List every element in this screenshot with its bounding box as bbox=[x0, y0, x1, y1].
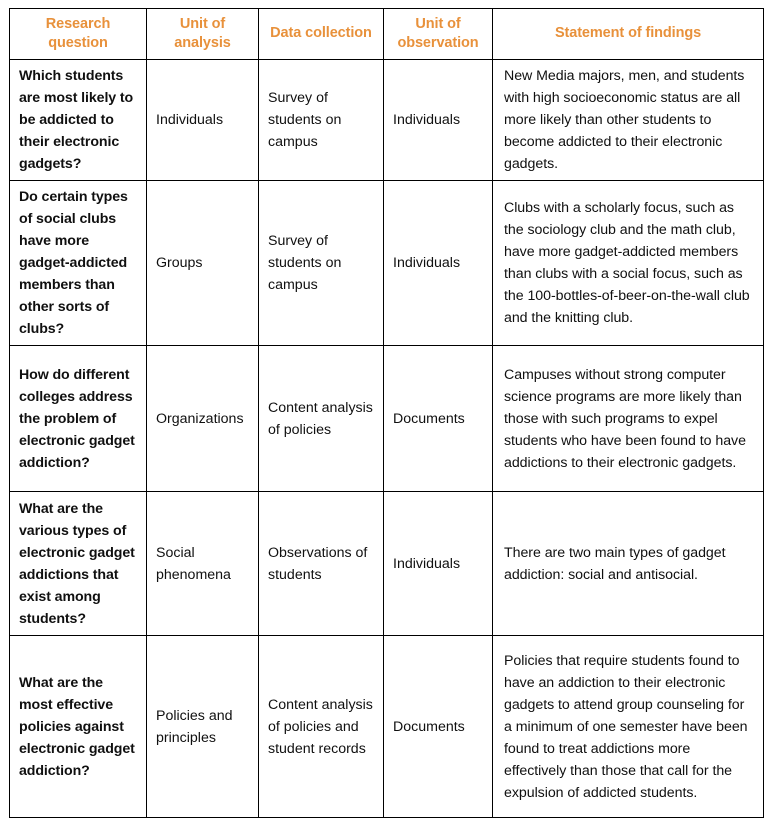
cell-statement-of-findings bbox=[493, 636, 764, 818]
table-row bbox=[10, 60, 764, 181]
cell-unit-of-observation bbox=[384, 60, 493, 181]
cell-text: How do different colleges address the problem of electronic gadget addiction? bbox=[19, 366, 135, 471]
cell-unit-of-observation bbox=[384, 636, 493, 818]
cell-text: New Media majors, men, and students with high socioeconomic status are all more likely than other students to become addicted to their electronic gadgets. bbox=[504, 68, 745, 172]
column-header-label: Unit of observation bbox=[397, 15, 479, 51]
cell-statement-of-findings bbox=[493, 181, 764, 346]
cell-text: Observations of students bbox=[268, 544, 368, 583]
table-header bbox=[10, 9, 764, 60]
cell-statement-of-findings bbox=[493, 346, 764, 492]
cell-unit-of-analysis bbox=[147, 346, 259, 492]
cell-text: There are two main types of gadget addiction: social and antisocial. bbox=[504, 544, 726, 583]
cell-statement-of-findings bbox=[493, 492, 764, 636]
cell-text: What are the various types of electronic gadget addictions that exist among students? bbox=[19, 500, 135, 627]
cell-text: Campuses without strong computer science programs are more likely than those with such programs to expel students who have been found to have addictions to their electronic gadgets. bbox=[504, 366, 746, 471]
cell-text: Which students are most likely to be addicted to their electronic gadgets? bbox=[19, 68, 134, 172]
cell-text: Individuals bbox=[393, 255, 461, 271]
cell-text: Groups bbox=[156, 255, 203, 271]
column-header-statement-of-findings bbox=[493, 9, 764, 60]
cell-unit-of-analysis bbox=[147, 181, 259, 346]
cell-text: What are the most effective policies against electronic gadget addiction? bbox=[19, 674, 135, 779]
column-header-research-question bbox=[10, 9, 147, 60]
column-header-label: Research question bbox=[45, 15, 111, 51]
research-questions-table bbox=[9, 8, 764, 818]
table-body bbox=[10, 60, 764, 818]
table-header-row bbox=[10, 9, 764, 60]
cell-text: Content analysis of policies bbox=[268, 399, 373, 438]
cell-text: Do certain types of social clubs have more gadget-addicted members than other sorts of clubs? bbox=[19, 189, 128, 337]
cell-text: Organizations bbox=[156, 410, 244, 427]
cell-unit-of-analysis bbox=[147, 492, 259, 636]
cell-text: Clubs with a scholarly focus, such as the sociology club and the math club, have more gadget-addicted members than clubs with a social focus, such as the 100-bottles-of-beer-on-the-wall club and the knitting club. bbox=[504, 200, 750, 326]
cell-unit-of-observation bbox=[384, 181, 493, 346]
cell-text: Individuals bbox=[393, 112, 461, 128]
cell-text: Survey of students on campus bbox=[268, 233, 342, 293]
cell-unit-of-observation bbox=[384, 492, 493, 636]
cell-data-collection bbox=[259, 636, 384, 818]
table-row bbox=[10, 636, 764, 818]
cell-research-question bbox=[10, 181, 147, 346]
column-header-data-collection bbox=[259, 9, 384, 60]
cell-data-collection bbox=[259, 346, 384, 492]
cell-unit-of-analysis bbox=[147, 60, 259, 181]
cell-unit-of-observation bbox=[384, 346, 493, 492]
table-row bbox=[10, 181, 764, 346]
cell-text: Content analysis of policies and student records bbox=[268, 696, 373, 757]
cell-data-collection bbox=[259, 181, 384, 346]
cell-text: Survey of students on campus bbox=[268, 90, 342, 150]
table-row bbox=[10, 492, 764, 636]
cell-text: Documents bbox=[393, 410, 465, 427]
cell-data-collection bbox=[259, 60, 384, 181]
table-row bbox=[10, 346, 764, 492]
cell-research-question bbox=[10, 60, 147, 181]
cell-data-collection bbox=[259, 492, 384, 636]
cell-unit-of-analysis bbox=[147, 636, 259, 818]
cell-text: Individuals bbox=[393, 555, 461, 572]
cell-text: Documents bbox=[393, 718, 465, 735]
cell-text: Policies that require students found to have an addiction to their electronic gadgets to attend group counseling for a minimum of one semester have been found to treat addictions more effectively than those that call for the expulsion of addicted students. bbox=[504, 652, 748, 801]
column-header-label: Data collection bbox=[270, 25, 372, 42]
cell-text: Individuals bbox=[156, 112, 224, 128]
column-header-unit-of-observation bbox=[384, 9, 493, 60]
cell-research-question bbox=[10, 346, 147, 492]
column-header-label: Unit of analysis bbox=[174, 15, 231, 51]
cell-research-question bbox=[10, 636, 147, 818]
cell-text: Policies and principles bbox=[156, 707, 233, 746]
cell-statement-of-findings bbox=[493, 60, 764, 181]
column-header-label: Statement of findings bbox=[554, 25, 702, 42]
cell-research-question bbox=[10, 492, 147, 636]
column-header-unit-of-analysis bbox=[147, 9, 259, 60]
cell-text: Social phenomena bbox=[156, 544, 231, 583]
